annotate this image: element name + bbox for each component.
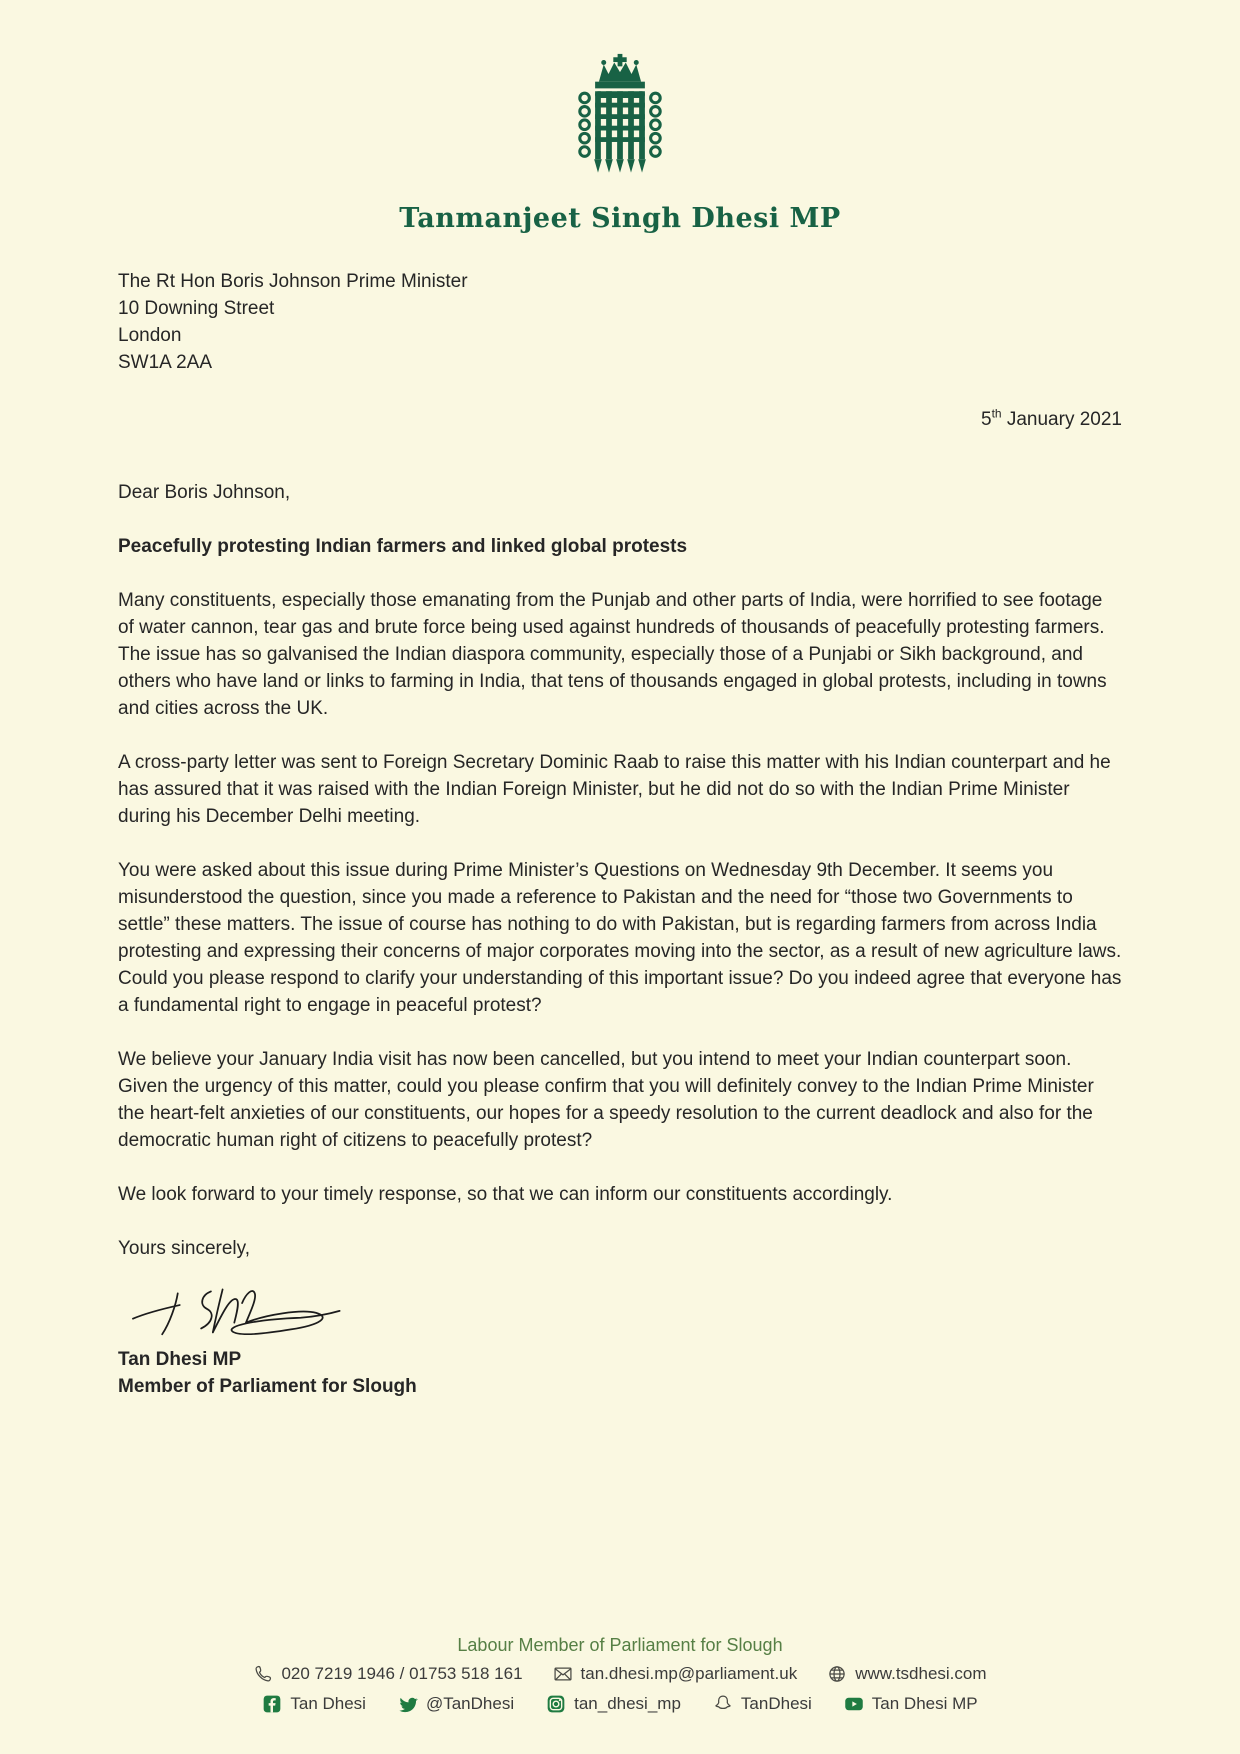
letterhead [0,0,1240,234]
recipient-line: London [118,325,182,346]
youtube-item [844,1694,978,1714]
handwritten-signature [126,1268,1122,1346]
letter-body [118,268,1122,1400]
letter-footer [0,1635,1240,1714]
recipient-line: 10 Downing Street [118,298,275,319]
footer-role-line: Labour Member of Parliament for Slough [457,1635,783,1655]
website-url: www.tsdhesi.com [855,1664,987,1683]
website-item [827,1664,986,1684]
youtube-handle: Tan Dhesi MP [871,1694,978,1713]
email-address: tan.dhesi.mp@parliament.uk [580,1664,798,1683]
phone-numbers: 020 7219 1946 / 01753 518 161 [281,1664,523,1683]
phone-icon [253,1664,273,1684]
snapchat-handle: TanDhesi [740,1694,812,1713]
salutation: Dear Boris Johnson, [118,482,291,503]
snapchat-icon [713,1694,733,1714]
twitter-handle: @TanDhesi [425,1694,515,1713]
letter-date: 5th January 2021 [980,406,1122,430]
instagram-icon [546,1694,566,1714]
closing: Yours sincerely, [118,1238,251,1259]
date-ordinal: th [991,406,1002,421]
globe-icon [827,1664,847,1684]
paragraph: A cross-party letter was sent to Foreign Secretary Dominic Raab to raise this matter with his Indian counterpart and he has assured that it was raised with the Indian Foreign Minister, but he did not do so with the Indian Prime Minister during his December Delhi meeting. [118,752,1111,827]
paragraph: Many constituents, especially those emanating from the Punjab and other parts of India, were horrified to see footage of water cannon, tear gas and brute force being used against hundreds of thousands of peacefully protesting farmers. The issue has so galvanised the Indian diaspora community, especially those of a Punjabi or Sikh background, and others who have land or links to farming in India, that tens of thousands engaged in global protests, including in towns and cities across the UK. [118,590,1107,719]
contact-row [0,1664,1240,1684]
signatory-name: Tan Dhesi MP [118,1349,242,1370]
twitter-item [398,1694,514,1714]
youtube-icon [844,1694,864,1714]
instagram-handle: tan_dhesi_mp [574,1694,681,1713]
recipient-line: SW1A 2AA [118,352,212,373]
instagram-item [546,1694,681,1714]
subject-line: Peacefully protesting Indian farmers and linked global protests [118,536,688,557]
portcullis-crest-icon [572,52,668,186]
paragraph: You were asked about this issue during Prime Minister’s Questions on Wednesday 9th December. It seems you misunderstood the question, since you made a reference to Pakistan and the need for “those two Governments to settle” these matters. The issue of course has nothing to do with Pakistan, but is regarding farmers from across India protesting and expressing their concerns of major corporates moving into the sector, as a result of new agriculture laws. Could you please respond to clarify your understanding of this important issue? Do you indeed agree that everyone has a fundamental right to engage in peaceful protest? [118,860,1122,1016]
social-row [0,1694,1240,1714]
envelope-icon [553,1664,573,1684]
email-item [553,1664,798,1684]
signatory-role: Member of Parliament for Slough [118,1376,417,1397]
paragraph: We look forward to your timely response, so that we can inform our constituents accordingly. [118,1184,893,1205]
facebook-handle: Tan Dhesi [290,1694,366,1713]
facebook-icon [262,1694,282,1714]
paragraph: We believe your January India visit has now been cancelled, but you intend to meet your Indian counterpart soon. Given the urgency of this matter, could you please confirm that you will definitely convey to the Indian Prime Minister the heart-felt anxieties of our constituents, our hopes for a speedy resolution to the current deadlock and also for the democratic human right of citizens to peacefully protest? [118,1049,1094,1151]
facebook-item [262,1694,366,1714]
recipient-line: The Rt Hon Boris Johnson Prime Minister [118,271,468,292]
snapchat-item [713,1694,812,1714]
phone-item [253,1664,522,1684]
letterhead-name: Tanmanjeet Singh Dhesi MP [399,203,841,234]
twitter-icon [398,1694,418,1714]
recipient-address [118,268,1122,376]
